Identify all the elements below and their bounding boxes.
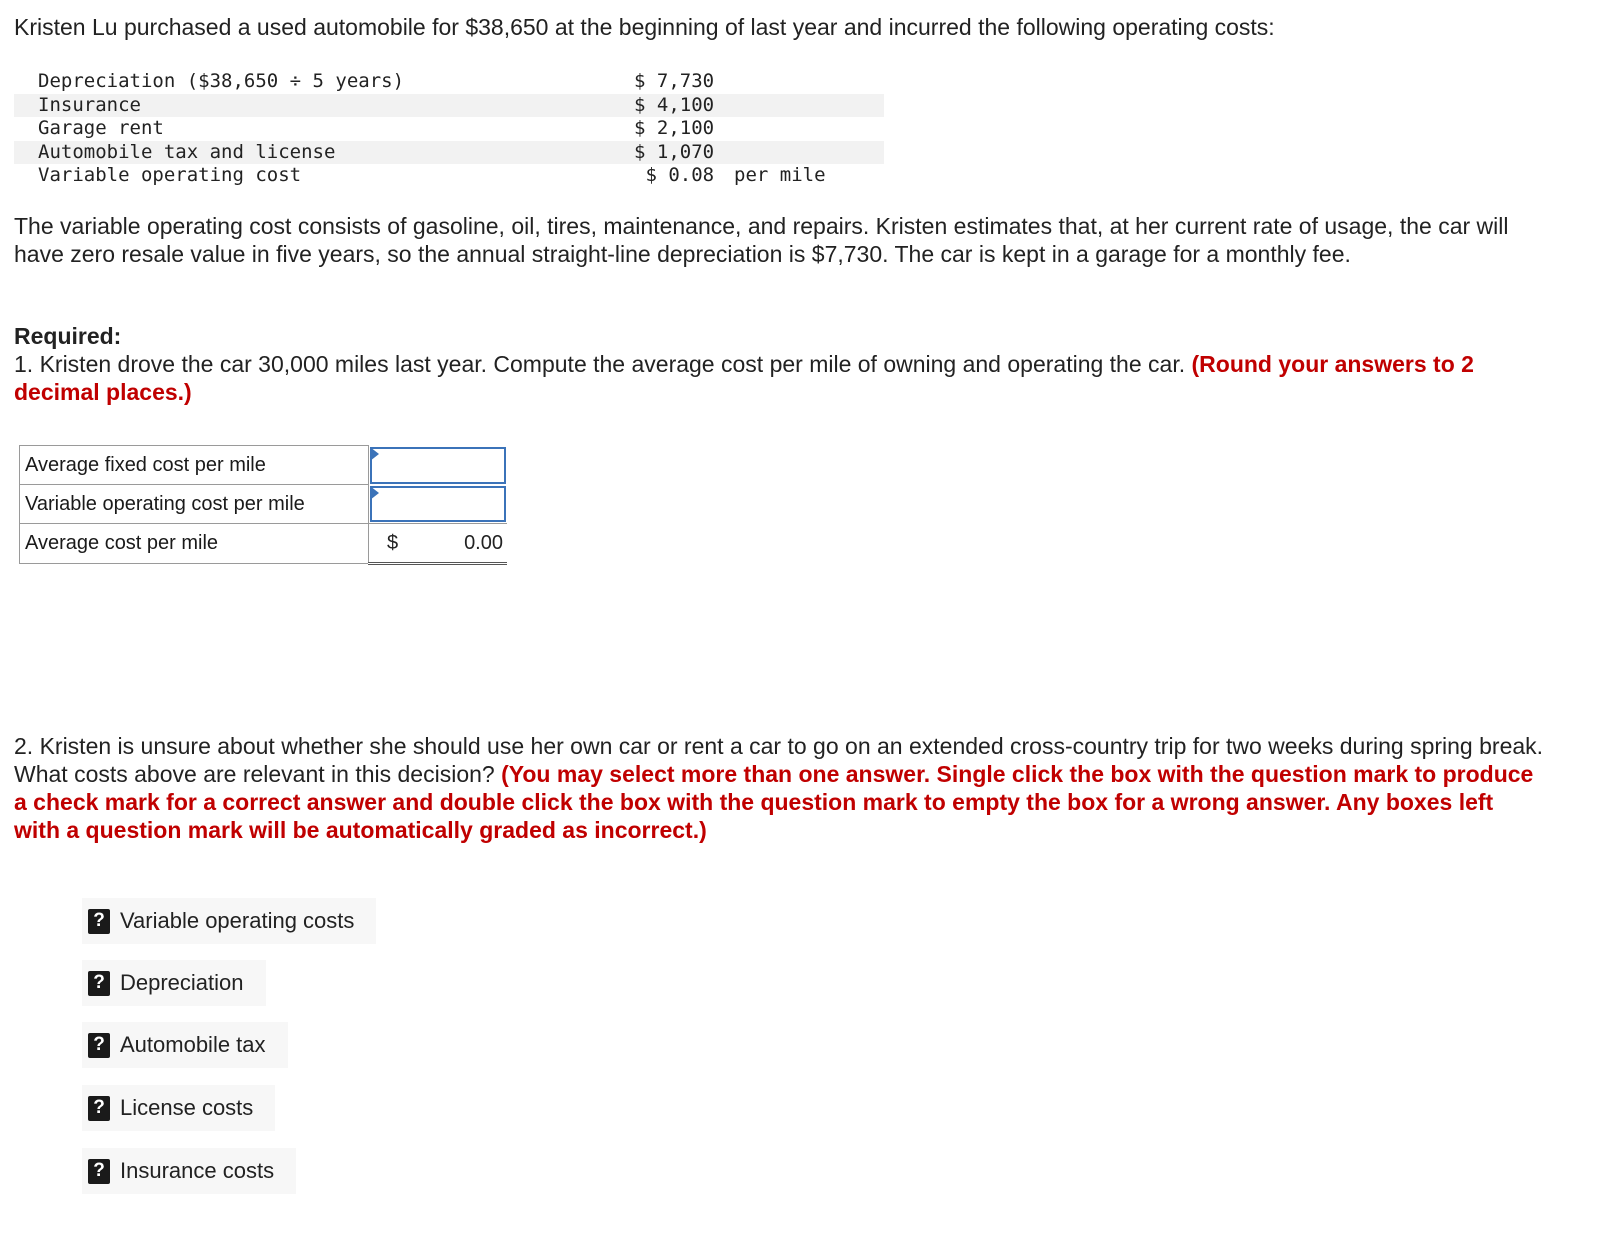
operating-costs-table <box>14 70 884 188</box>
option-label: Variable operating costs <box>120 908 355 933</box>
answer-label: Average fixed cost per mile <box>20 446 369 485</box>
cost-amount: $ 1,070 <box>634 141 734 165</box>
question-mark-icon[interactable]: ? <box>88 1096 110 1121</box>
answer-row-fixed <box>20 446 508 485</box>
cost-label: Garage rent <box>38 117 164 139</box>
cost-label: Variable operating cost <box>38 164 302 186</box>
cost-unit <box>734 117 884 141</box>
answer-row-total <box>20 524 508 564</box>
question-1-text: 1. Kristen drove the car 30,000 miles last year. Compute the average cost per mile of owning and operating the car. <box>14 351 1186 377</box>
option-label: Insurance costs <box>120 1158 275 1183</box>
answer-cell <box>369 485 508 524</box>
cost-amount: $ 7,730 <box>634 70 715 92</box>
cost-amount: $ 4,100 <box>634 94 734 118</box>
option-label: Depreciation <box>120 970 244 995</box>
cost-row-insurance <box>14 94 884 118</box>
input-marker-icon <box>370 486 379 500</box>
question-mark-icon[interactable]: ? <box>88 1033 110 1058</box>
option-label: License costs <box>120 1095 254 1120</box>
cost-amount: $ 2,100 <box>634 117 715 139</box>
cost-unit <box>734 141 884 165</box>
answer-table <box>19 445 507 565</box>
question-1 <box>14 350 1544 406</box>
cost-unit <box>734 94 884 118</box>
cost-label: Insurance <box>14 94 634 118</box>
currency-symbol: $ <box>387 531 399 554</box>
cost-label: Depreciation ($38,650 ÷ 5 years) <box>38 70 405 92</box>
total-value-wrap <box>369 532 507 555</box>
answer-label: Variable operating cost per mile <box>20 485 369 524</box>
avg-fixed-cost-input[interactable] <box>372 449 504 482</box>
cost-unit <box>734 70 884 94</box>
description-text: The variable operating cost consists of gasoline, oil, tires, maintenance, and repairs. Kristen estimates that, at her current rate of usage, the car will have zero resale value in five years, so the annual straight-line depreciation is $7,730. The car is kept in a garage for a monthly fee. <box>14 213 1509 267</box>
question-2-text: 2. Kristen is unsure about whether she should use her own car or rent a car to go on an extended cross-country trip for two weeks during spring break. What costs above are relevant in this decision? <box>14 733 1544 787</box>
intro-text: Kristen Lu purchased a used automobile for $38,650 at the beginning of last year and incurred the following operating costs: <box>14 14 1275 40</box>
total-cell <box>369 524 508 564</box>
cost-row-variable <box>14 164 884 188</box>
option-insurance-costs[interactable] <box>82 1148 296 1194</box>
variable-cost-input-box <box>370 486 506 523</box>
option-license-costs[interactable] <box>82 1085 275 1131</box>
question-mark-icon[interactable]: ? <box>88 971 110 996</box>
cost-label: Automobile tax and license <box>14 141 634 165</box>
option-label: Automobile tax <box>120 1032 266 1057</box>
input-marker-icon <box>370 447 379 461</box>
cost-unit: per mile <box>734 164 826 186</box>
cost-row-depreciation <box>14 70 884 94</box>
question-mark-icon[interactable]: ? <box>88 1159 110 1184</box>
avg-fixed-cost-input-box <box>370 447 506 484</box>
answer-cell <box>369 446 508 485</box>
question-1-note: (Round your answers to 2 decimal places.) <box>14 351 1474 405</box>
required-heading: Required: <box>14 323 122 349</box>
answer-label: Average cost per mile <box>20 524 369 564</box>
question-2 <box>14 732 1544 844</box>
cost-row-garage-rent <box>14 117 884 141</box>
cost-row-tax-license <box>14 141 884 165</box>
option-depreciation[interactable] <box>82 960 266 1006</box>
option-variable-operating-costs[interactable] <box>82 898 376 944</box>
answer-row-variable <box>20 485 508 524</box>
variable-cost-input[interactable] <box>372 488 504 521</box>
question-2-note: (You may select more than one answer. Single click the box with the question mark to produce a check mark for a correct answer and double click the box with the question mark to empty the box for a wrong answer. Any boxes left with a question mark will be automatically graded as incorrect.) <box>14 761 1534 843</box>
question-mark-icon[interactable]: ? <box>88 909 110 934</box>
option-automobile-tax[interactable] <box>82 1022 288 1068</box>
cost-amount: $ 0.08 <box>634 164 715 186</box>
avg-cost-total-value: 0.00 <box>464 531 503 554</box>
